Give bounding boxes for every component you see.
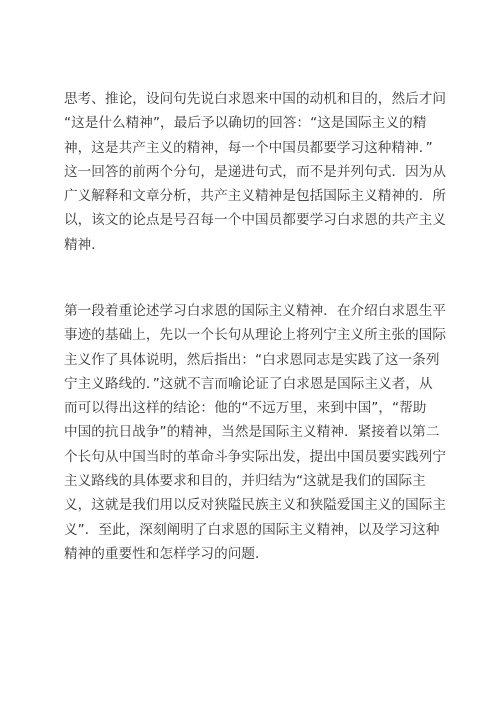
text-line: 宁主义路线的．”这就不言而喻论证了白求恩是国际主义者，从 [64,375,433,392]
text-line: 广义解释和文章分析，共产主义精神是包括国际主义精神的．所 [64,188,447,205]
text-line: 这一回答的前两个分句，是递进句式，而不是并列句式．因为从 [64,163,447,180]
text-line: 第一段着重论述学习白求恩的国际主义精神．在介绍白求恩生平 [64,303,447,319]
paragraph-argument-analysis [64,87,447,257]
paragraph-first-section-analysis [64,299,447,566]
text-line: 思考、推论，设问句先说白求恩来中国的动机和目的，然后才问 [64,91,447,107]
text-line: “这是什么精神”，最后予以确切的回答：“这是国际主义的精 [64,115,427,132]
text-line: 义，这就是我们用以反对狭隘民族主义和狭隘爱国主义的国际主 [64,497,447,514]
text-line: 中国的抗日战争”的精神，当然是国际主义精神．紧接着以第二 [64,424,440,441]
text-line: 主义作了具体说明，然后指出：“白求恩同志是实践了这一条列 [64,351,440,368]
text-line: 而可以得出这样的结论：他的“不远万里，来到中国”，“帮助 [64,400,427,417]
text-line: 神，这是共产主义的精神，每一个中国员都要学习这种精神．” [64,139,433,156]
text-line: 精神． [64,236,105,253]
text-line: 精神的重要性和怎样学习的问题． [64,545,269,562]
text-line: 个长句从中国当时的革命斗争实际出发，提出中国员要实践列宁 [64,448,447,465]
text-line: 主义路线的具体要求和目的，并归结为“这就是我们的国际主 [64,473,426,490]
text-line: 事迹的基础上，先以一个长句从理论上将列宁主义所主张的国际 [64,327,447,344]
text-line: 义”．至此，深刻阐明了白求恩的国际主义精神，以及学习这种 [64,521,440,538]
text-line: 以，该文的论点是号召每一个中国员都要学习白求恩的共产主义 [64,212,447,229]
